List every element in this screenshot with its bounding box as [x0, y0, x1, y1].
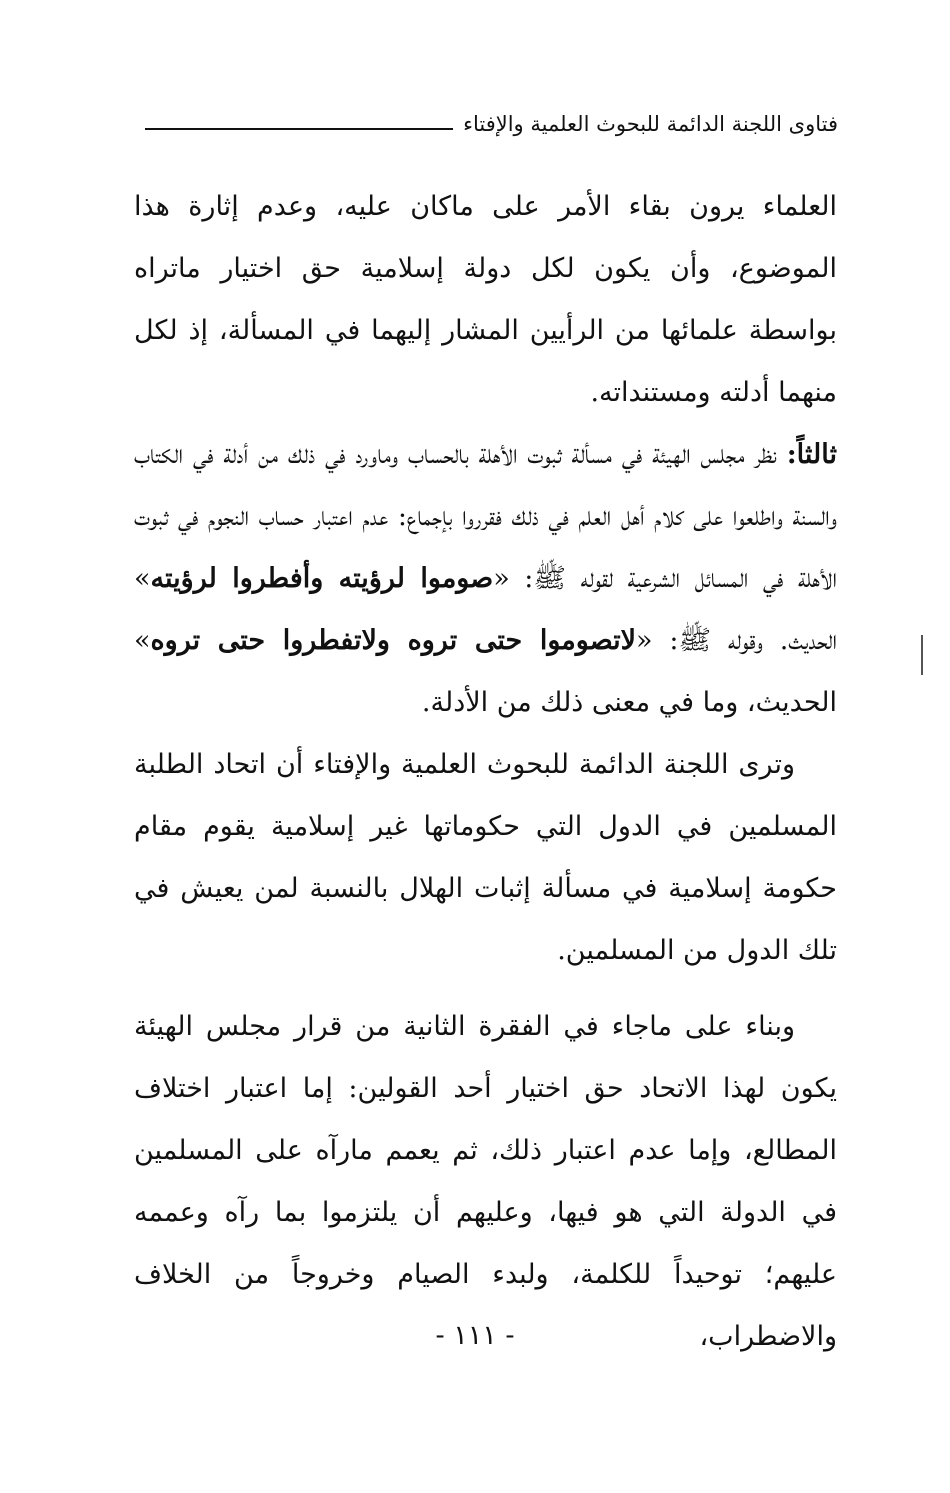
running-header-title: فتاوى اللجنة الدائمة للبحوث العلمية والإفتاء: [463, 112, 838, 136]
paragraph-2-text-b: » الحديث. وقوله ﷺ: «: [134, 563, 838, 656]
hadith-quote-2: لاتصوموا حتى تروه ولاتفطروا حتى تروه: [150, 625, 637, 656]
running-header: [145, 104, 838, 144]
paragraph-3: وترى اللجنة الدائمة للبحوث العلمية والإفتاء أن اتحاد الطلبة المسلمين في الدول التي حكوماتها غير إسلامية يقوم مقام حكومة إسلامية في مسألة إثبات الهلال بالنسبة لمن يعيش في تلك الدول من المسلمين.: [134, 749, 837, 966]
paragraph-1: العلماء يرون بقاء الأمر على ماكان عليه، وعدم إثارة هذا الموضوع، وأن يكون لكل دولة إسلامية حق اختيار ماتراه بواسطة علمائها من الرأيين المشار إليهما في المسألة، إذ لكل منهما أدلته ومستنداته.: [134, 191, 837, 408]
header-rule: [145, 128, 453, 130]
paragraph-2-text-a: نظر مجلس الهيئة في مسألة ثبوت الأهلة بالحساب وماورد في ذلك من أدلة في الكتاب والسنة واطلعوا على كلام أهل العلم في ذلك فقرروا بإجماع: عدم اعتبار حساب النجوم في ثبوت الأهلة في المسائل الشرعية لقوله ﷺ: «: [134, 439, 837, 594]
paragraph-2: [134, 424, 837, 734]
margin-mark: [921, 635, 923, 675]
page-number: - ١١١ -: [435, 1320, 515, 1351]
body-text: [134, 176, 837, 1368]
paragraph-2-label: ثالثاً:: [786, 439, 837, 470]
paragraph-4: وبناء على ماجاء في الفقرة الثانية من قرار مجلس الهيئة يكون لهذا الاتحاد حق اختيار أحد القولين: إما اعتبار اختلاف المطالع، وإما عدم اعتبار ذلك، ثم يعمم مارآه على المسلمين في الدولة التي هو فيها، وعليهم أن يلتزموا بما رآه وعممه عليهم؛ توحيداً للكلمة، ولبدء الصيام وخروجاً من الخلاف والاضطراب،: [134, 1011, 837, 1352]
hadith-quote-1: صوموا لرؤيته وأفطروا لرؤيته: [150, 563, 494, 594]
paragraph-2-text-c: » الحديث، وما في معنى ذلك من الأدلة.: [134, 625, 837, 718]
